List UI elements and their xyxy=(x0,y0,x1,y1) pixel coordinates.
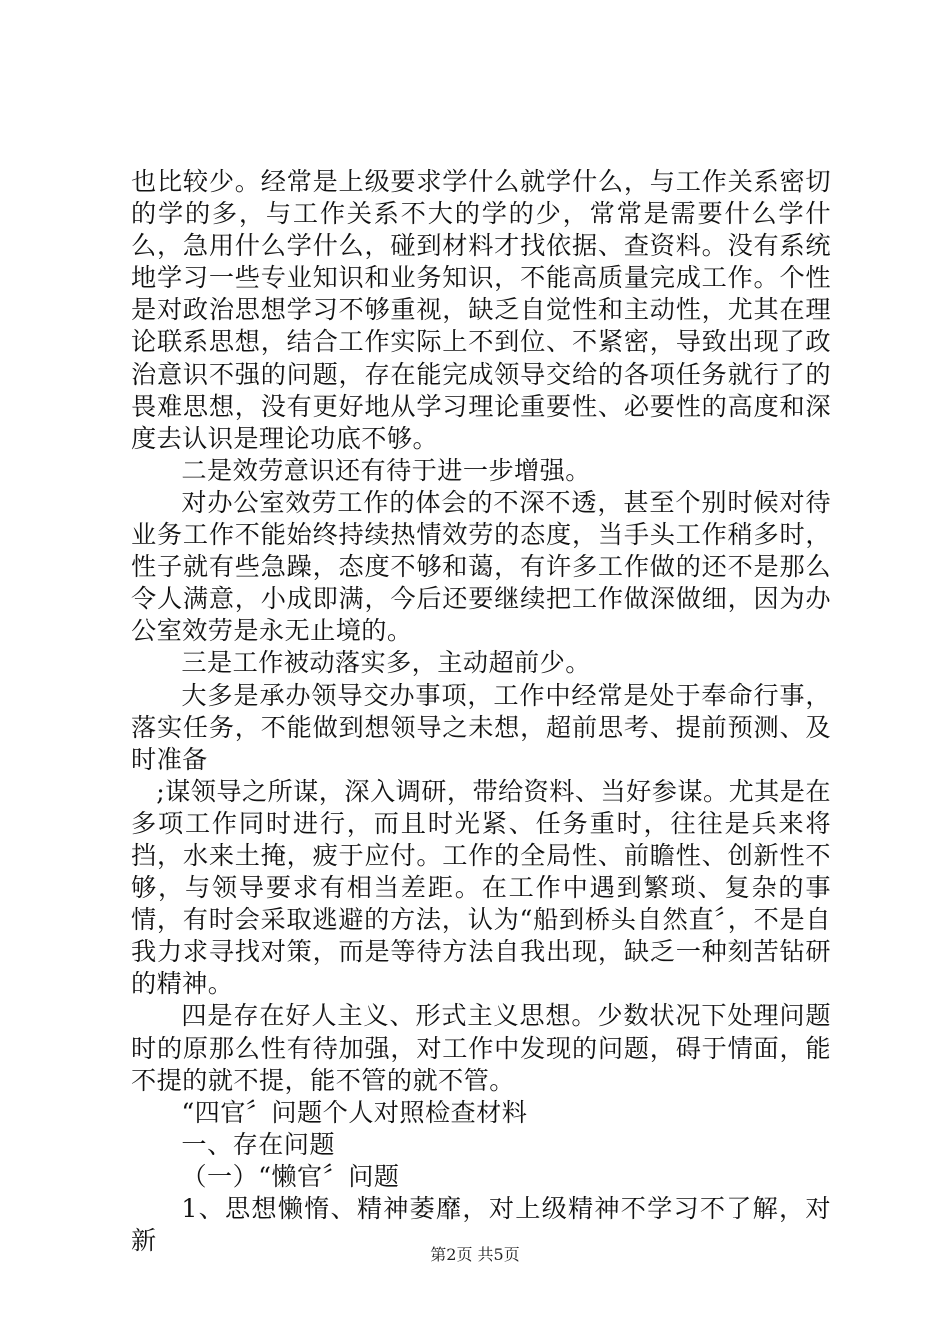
paragraph-passive-work: 大多是承办领导交办事项，工作中经常是处于奉命行事，落实任务，不能做到想领导之未想，超前思考、提前预测、及时准备 xyxy=(131,680,831,774)
subsection-heading-lazy-official: （一）“懒官〞问题 xyxy=(181,1161,400,1191)
paragraph-heading-service-awareness: 二是效劳意识还有待于进一步增强。 xyxy=(181,455,591,485)
paragraph-passive-work-continued: ;谋领导之所谋，深入调研，带给资料、当好参谋。尤其是在多项工作同时进行，而且时光紧、任务重时，往往是兵来将挡，水来土掩，疲于应付。工作的全局性、前瞻性、创新性不够，与领导要求有相当差距。在工作中遇到繁琐、复杂的事情，有时会采取逃避的方法，认为“船到桥头自然直〞，不是自我力求寻找对策，而是等待方法自我出现，缺乏一种刻苦钻研的精神。 xyxy=(131,776,831,999)
paragraph-item-1: 1、思想懒惰、精神萎靡，对上级精神不学习不了解，对新 xyxy=(131,1194,831,1256)
document-body xyxy=(131,166,831,1257)
page-footer: 第2页 共5页 xyxy=(430,1245,520,1264)
section-heading-problems: 一、存在问题 xyxy=(181,1129,335,1159)
paragraph-heading-passive-work: 三是工作被动落实多，主动超前少。 xyxy=(181,648,591,678)
paragraph-service-awareness: 对办公室效劳工作的体会的不深不透，甚至个别时候对待业务工作不能始终持续热情效劳的态度，当手头工作稍多时，性子就有些急躁，态度不够和蔼，有许多工作做的还不是那么令人满意，小成即满，今后还要继续把工作做深做细，因为办公室效劳是永无止境的。 xyxy=(131,487,831,646)
paragraph-study-shortcomings: 也比较少。经常是上级要求学什么就学什么，与工作关系密切的学的多，与工作关系不大的学的少，常常是需要什么学什么，急用什么学什么，碰到材料才找依据、查资料。没有系统地学习一些专业知识和业务知识，不能高质量完成工作。个性是对政治思想学习不够重视，缺乏自觉性和主动性，尤其在理论联系思想，结合工作实际上不到位、不紧密，导致出现了政治意识不强的问题，存在能完成领导交给的各项任务就行了的畏难思想，没有更好地从学习理论重要性、必要性的高度和深度去认识是理论功底不够。 xyxy=(131,167,831,453)
paragraph-formalism: 四是存在好人主义、形式主义思想。少数状况下处理问题时的原那么性有待加强，对工作中发现的问题，碍于情面，能不提的就不提，能不管的就不管。 xyxy=(131,1001,831,1095)
section-title: “四官〞问题个人对照检查材料 xyxy=(181,1097,528,1127)
